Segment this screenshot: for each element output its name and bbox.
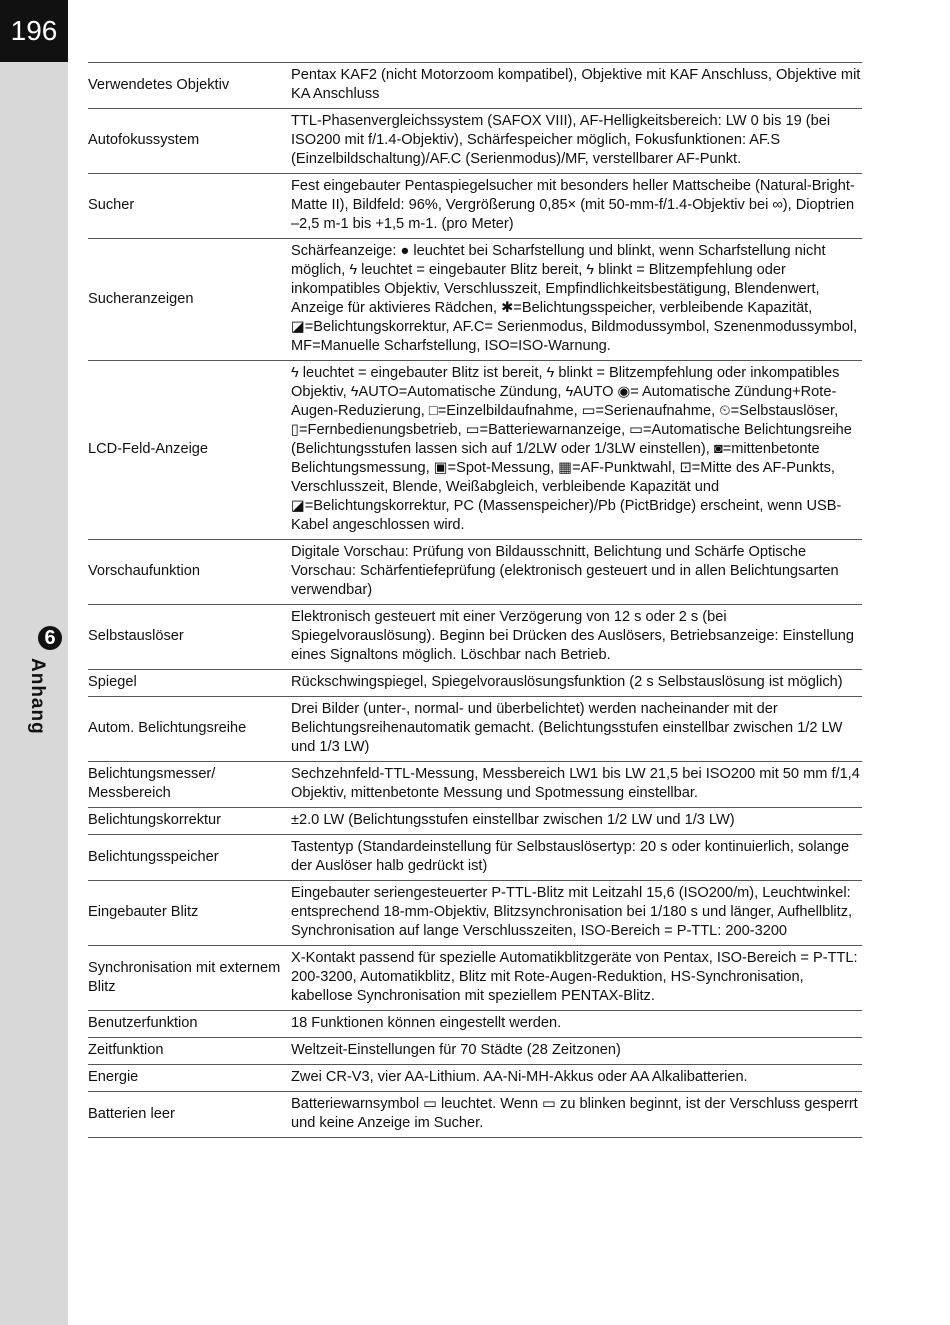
- spec-row: [88, 1065, 862, 1092]
- spec-value: Batteriewarnsymbol ▭ leuchtet. Wenn ▭ zu blinken beginnt, ist der Verschluss gesperrt und keine Anzeige im Sucher.: [291, 1096, 858, 1131]
- spec-label: Vorschaufunktion: [88, 563, 200, 579]
- spec-row: [88, 239, 862, 361]
- spec-row: [88, 762, 862, 808]
- spec-row: [88, 540, 862, 605]
- spec-value: Tastentyp (Standardeinstellung für Selbstauslösertyp: 20 s oder kontinuierlich, solange der Auslöser halb gedrückt ist): [291, 839, 850, 874]
- spec-value: TTL-Phasenvergleichssystem (SAFOX VIII), AF-Helligkeitsbereich: LW 0 bis 19 (bei ISO200 mit f/1.4-Objektiv), Schärfespeicher möglich, Fokusfunktionen: AF.S (Einzelbildschaltung)/AF.C (Serienmodus)/MF, verstellbarer AF-Punkt.: [291, 113, 831, 167]
- spec-value: Eingebauter seriengesteuerter P-TTL-Blitz mit Leitzahl 15,6 (ISO200/m), Leuchtwinkel: entsprechend 18-mm-Objektiv, Blitzsynchronisation bei 1/180 s und länger, Aufhellblitz, Synchronisation auf lange Verschlusszeiten, ISO-Bereich = P-TTL: 200-3200: [291, 885, 853, 939]
- spec-value: Drei Bilder (unter-, normal- und überbelichtet) werden nacheinander mit der Belichtungsreihenautomatik gemacht. (Belichtungsstufen einstellbar zwischen 1/2 LW und 1/3 LW): [291, 701, 843, 755]
- spec-value: 18 Funktionen können eingestellt werden.: [291, 1015, 562, 1031]
- spec-value: Pentax KAF2 (nicht Motorzoom kompatibel), Objektive mit KAF Anschluss, Objektive mit KA Anschluss: [291, 67, 861, 102]
- spec-value: Zwei CR-V3, vier AA-Lithium. AA-Ni-MH-Akkus oder AA Alkalibatterien.: [291, 1069, 748, 1085]
- spec-label: Autom. Belichtungsreihe: [88, 720, 247, 736]
- spec-value: Weltzeit-Einstellungen für 70 Städte (28 Zeitzonen): [291, 1042, 621, 1058]
- spec-row: [88, 835, 862, 881]
- spec-label: Autofokussystem: [88, 132, 200, 148]
- spec-label: Eingebauter Blitz: [88, 904, 199, 920]
- spec-row: [88, 946, 862, 1011]
- page-number: 196: [0, 0, 68, 62]
- spec-row: [88, 361, 862, 540]
- spec-value: Sechzehnfeld-TTL-Messung, Messbereich LW1 bis LW 21,5 bei ISO200 mit 50 mm f/1,4 Objektiv, mittenbetonte Messung und Spotmessung einstellbar.: [291, 766, 860, 801]
- spec-label: Batterien leer: [88, 1105, 175, 1122]
- spec-label: Belichtungskorrektur: [88, 812, 222, 828]
- chapter-tab: [0, 612, 68, 752]
- spec-value: ±2.0 LW (Belichtungsstufen einstellbar zwischen 1/2 LW und 1/3 LW): [291, 812, 735, 828]
- spec-label: Sucher: [88, 197, 135, 213]
- spec-label: Selbstauslöser: [88, 628, 184, 644]
- spec-label: Belichtungsspeicher: [88, 848, 219, 865]
- spec-label: Synchronisation mit externem Blitz: [88, 959, 281, 995]
- spec-label: LCD-Feld-Anzeige: [88, 441, 209, 457]
- spec-row: [88, 605, 862, 670]
- spec-label: Sucheranzeigen: [88, 290, 194, 307]
- spec-label: Zeitfunktion: [88, 1042, 164, 1058]
- spec-value: Elektronisch gesteuert mit einer Verzögerung von 12 s oder 2 s (bei Spiegelvorauslösung). Beginn bei Drücken des Auslösers, Betriebsanzeige: Einstellung eines Signaltons möglich. Löschbar nach Betrieb.: [291, 609, 855, 663]
- spec-row: [88, 174, 862, 239]
- spec-label: Benutzerfunktion: [88, 1015, 198, 1031]
- spec-row: [88, 1011, 862, 1038]
- spec-row: [88, 109, 862, 174]
- spec-value: Digitale Vorschau: Prüfung von Bildausschnitt, Belichtung und Schärfe Optische Vorschau: Schärfentiefeprüfung (elektronisch gesteuert und in allen Belichtungsarten verwendbar): [291, 544, 839, 598]
- spec-value: ϟ leuchtet = eingebauter Blitz ist bereit, ϟ blinkt = Blitzempfehlung oder inkompatibles Objektiv, ϟAUTO=Automatische Zündung, ϟAUTO ◉= Automatische Zündung+Rote-Augen-Reduzierung, □=Einzelbildaufnahme, ▭=Serienaufnahme, ⏲=Selbstauslöser, ▯=Fernbedienungsbetrieb, ▭=Batteriewarnanzeige, ▭=Automatische Belichtungsreihe (Belichtungsstufen lassen sich auf 1/2LW oder 1/3LW einstellen), ◙=mittenbetonte Belichtungsmessung, ▣=Spot-Messung, ▦=AF-Punktwahl, ⊡=Mitte des AF-Punkts, Verschlusszeit, Blende, Weißabgleich, verbleibende Kapazität und ◪=Belichtungskorrektur, PC (Massenspeicher)/Pb (PictBridge) erscheint, wenn USB-Kabel angeschlossen wird.: [291, 365, 852, 533]
- spec-value: Fest eingebauter Pentaspiegelsucher mit besonders heller Mattscheibe (Natural-Bright-Matte II), Bildfeld: 96%, Vergrößerung 0,85× (mit 50-mm-f/1.4-Objektiv bei ∞), Dioptrien –2,5 m-1 bis +1,5 m-1. (pro Meter): [291, 178, 855, 232]
- spec-label: Belichtungsmesser/ Messbereich: [88, 766, 216, 801]
- spec-label: Verwendetes Objektiv: [88, 76, 230, 93]
- spec-row: [88, 670, 862, 697]
- spec-value: X-Kontakt passend für spezielle Automatikblitzgeräte von Pentax, ISO-Bereich = P-TTL: 200-3200, Automatikblitz, Blitz mit Rote-Augen-Reduktion, HS-Synchronisation, kabellose Synchronisation mit speziellem PENTAX-Blitz.: [291, 950, 858, 1004]
- spec-label: Energie: [88, 1069, 139, 1085]
- chapter-title: Anhang: [27, 658, 48, 735]
- spec-value: Schärfeanzeige: ● leuchtet bei Scharfstellung und blinkt, wenn Scharfstellung nicht möglich, ϟ leuchtet = eingebauter Blitz bereit, ϟ blinkt = Blitzempfehlung oder inkompatibles Objektiv, Verschlusszeit, Empfindlichkeitsbestätigung, Blendenwert, Anzeige für aktivieres Rädchen, ✱=Belichtungsspeicher, verbleibende Kapazität, ◪=Belichtungskorrektur, AF.C= Serienmodus, Bildmodussymbol, Szenenmodussymbol, MF=Manuelle Scharfstellung, ISO=ISO-Warnung.: [291, 243, 858, 354]
- chapter-number-badge: 6: [38, 626, 62, 650]
- spec-row: [88, 1092, 862, 1138]
- spec-value: Rückschwingspiegel, Spiegelvorauslösungsfunktion (2 s Selbstauslösung ist möglich): [291, 674, 843, 690]
- spec-label: Spiegel: [88, 674, 137, 690]
- spec-row: [88, 1038, 862, 1065]
- spec-row: [88, 697, 862, 762]
- spec-row: [88, 881, 862, 946]
- spec-row: [88, 63, 862, 109]
- specifications-table: [88, 62, 862, 1138]
- spec-row: [88, 808, 862, 835]
